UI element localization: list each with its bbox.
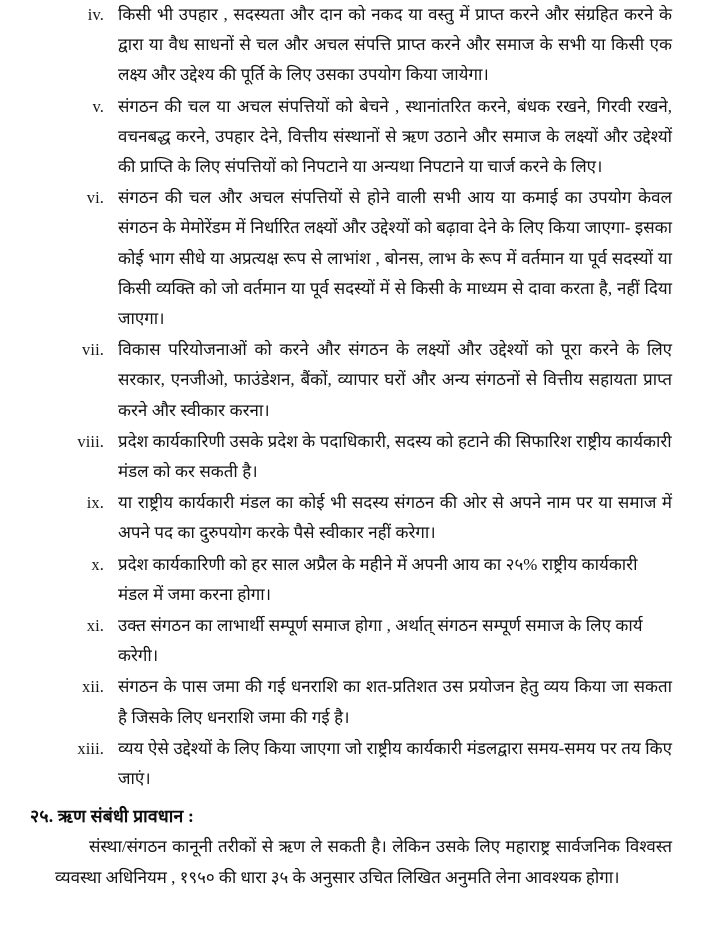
- clause-marker: vii.: [82, 340, 104, 360]
- list-item: [0, 611, 720, 671]
- clause-text: संगठन की चल और अचल संपत्तियों से होने वाली सभी आय या कमाई का उपयोग केवल संगठन के मेमोरेंडम में निर्धारित लक्ष्यों और उद्देश्यों को बढ़ावा देने के लिए किया जाएगा- इसका कोई भाग सीधे या अप्रत्यक्ष रूप से लाभांश , बोनस, लाभ के रूप में वर्तमान या पूर्व सदस्यों या किसी व्यक्ति को जो वर्तमान या पूर्व सदस्यों में से किसी के माध्यम से दावा करता है, नहीं दिया जाएगा।: [118, 188, 672, 329]
- clause-marker: xi.: [86, 616, 104, 636]
- clause-marker: v.: [92, 96, 104, 116]
- clause-marker: xiii.: [77, 738, 104, 758]
- list-item: [0, 183, 720, 334]
- clause-text: उक्त संगठन का लाभार्थी सम्पूर्ण समाज होगा , अर्थात् संगठन सम्पूर्ण समाज के लिए कार्य करेगी।: [118, 616, 643, 666]
- clause-text: विकास परियोजनाओं को करने और संगठन के लक्ष्यों और उद्देश्यों को पूरा करने के लिए सरकार, एनजीओ, फाउंडेशन, बैंकों, व्यापार घरों और अन्य संगठनों से वित्तीय सहायता प्राप्त करने और स्वीकार करना।: [118, 340, 672, 420]
- list-item: [0, 92, 720, 183]
- list-item: [0, 672, 720, 732]
- clause-marker: xii.: [82, 677, 104, 697]
- list-item: [0, 335, 720, 426]
- list-item: [0, 550, 720, 610]
- clause-marker: x.: [91, 554, 104, 574]
- clause-text: किसी भी उपहार , सदस्यता और दान को नकद या वस्तु में प्राप्त करने और संग्रहित करने के द्वारा या वैध साधनों से चल और अचल संपत्ति प्राप्त करने और समाज के सभी या किसी एक लक्ष्य और उद्देश्य की पूर्ति के लिए उसका उपयोग किया जायेगा।: [118, 5, 672, 85]
- list-item: [0, 488, 720, 548]
- clause-text: प्रदेश कार्यकारिणी को हर साल अप्रैल के महीने में अपनी आय का २५% राष्ट्रीय कार्यकारी मंडल में जमा करना होगा।: [118, 554, 638, 604]
- clause-text: संगठन की चल या अचल संपत्तियों को बेचने , स्थानांतरित करने, बंधक रखने, गिरवी रखने, वचनबद्ध करने, उपहार देने, वित्तीय संस्थानों से ऋण उठाने और समाज के लक्ष्यों और उद्देश्यों की प्राप्ति के लिए संपत्तियों को निपटाने या अन्यथा निपटाने या चार्ज करने के लिए।: [118, 96, 672, 177]
- clause-marker: ix.: [86, 493, 104, 513]
- section-heading: २५. ऋण संबंधी प्रावधान :: [30, 806, 195, 827]
- loan-provisions-section: [0, 801, 720, 893]
- clause-text: व्यय ऐसे उद्देश्यों के लिए किया जाएगा जो राष्ट्रीय कार्यकारी मंडलद्वारा समय-समय पर तय किए जाएं।: [118, 738, 672, 789]
- section-paragraph: संस्था/संगठन कानूनी तरीकों से ऋण ले सकती है। लेकिन उसके लिए महाराष्ट्र सार्वजनिक विश्वस्त व्यवस्था अधिनियम , १९५० की धारा ३५ के अनुसार उचित लिखित अनुमति लेना आवश्यक होगा।: [55, 837, 672, 887]
- list-item: [0, 0, 720, 91]
- list-item: [0, 734, 720, 794]
- clause-marker: vi.: [86, 188, 104, 208]
- clause-text: प्रदेश कार्यकारिणी उसके प्रदेश के पदाधिकारी, सदस्य को हटाने की सिफारिश राष्ट्रीय कार्यकारी मंडल को कर सकती है।: [118, 431, 672, 482]
- list-item: [0, 427, 720, 487]
- clause-text: या राष्ट्रीय कार्यकारी मंडल का कोई भी सदस्य संगठन की ओर से अपने नाम पर या समाज में अपने पद का दुरुपयोग करके पैसे स्वीकार नहीं करेगा।: [118, 493, 672, 543]
- clause-marker: viii.: [77, 431, 104, 451]
- clause-text: संगठन के पास जमा की गई धनराशि का शत-प्रतिशत उस प्रयोजन हेतु व्यय किया जा सकता है जिसके लिए धनराशि जमा की गई है।: [118, 677, 672, 727]
- clause-marker: iv.: [87, 5, 104, 24]
